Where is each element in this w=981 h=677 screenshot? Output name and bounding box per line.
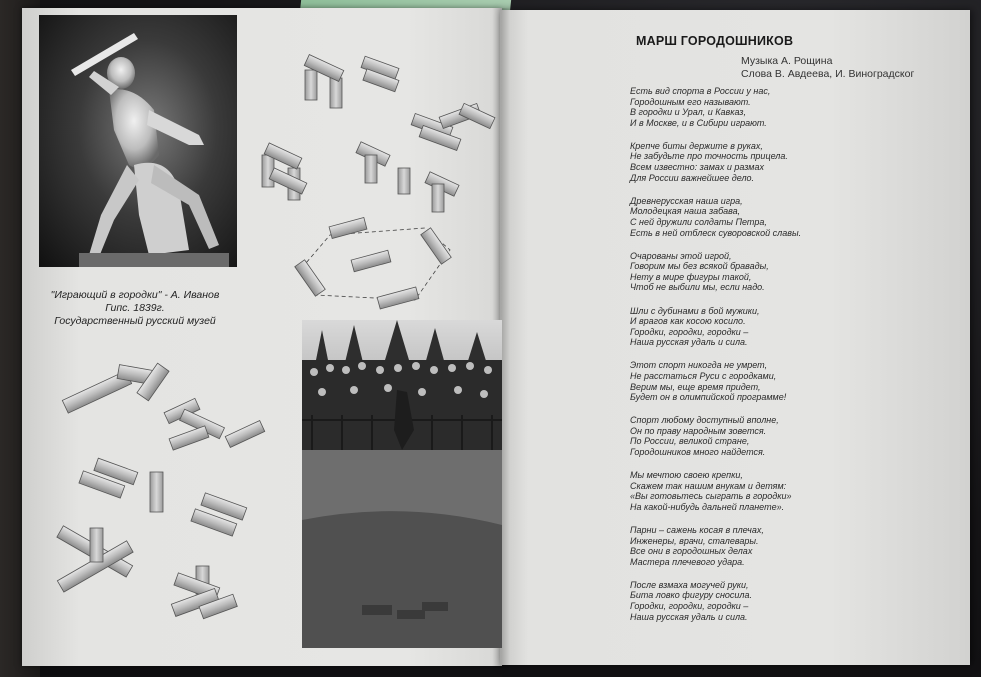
lyric-line: Очарованы этой игрой, — [630, 250, 732, 261]
figure-letter — [171, 566, 237, 619]
lyric-line: В городки и Урал, и Кавказ, — [630, 107, 746, 118]
lyric-line: Не расстаться Руси с городками, — [630, 370, 777, 381]
lyric-line: Парни – сажень косая в плечах, — [630, 525, 764, 535]
lyric-line: Спорт любому доступный вполне, — [630, 415, 779, 426]
song-title: МАРШ ГОРОДОШНИКОВ — [636, 34, 794, 48]
stanza — [630, 141, 860, 183]
stanza — [630, 196, 860, 238]
lyric-line: Мастера плечевого удара. — [630, 556, 745, 567]
lyric-line: Нету в мире фигуры такой, — [630, 271, 752, 282]
lyric-line: Скажем так нашим внукам и детям: — [630, 480, 787, 491]
stanza — [630, 580, 860, 622]
lyric-line: Чтоб не выбили мы, если надо. — [630, 282, 765, 293]
figure-arrow-top — [411, 103, 495, 150]
lyric-line: Древнерусская наша игра, — [630, 195, 743, 206]
lyric-line: Есть в ней отблеск суворовской славы. — [630, 227, 802, 238]
figure-pillar — [398, 168, 410, 194]
figure-gate — [304, 55, 399, 108]
figure-star — [57, 526, 133, 592]
lyric-line: Крепче биты держите в руках, — [630, 140, 763, 151]
song-credits — [741, 55, 914, 80]
lyric-line: После взмаха могучей руки, — [630, 579, 749, 590]
stanza — [630, 415, 860, 457]
lyric-line: Всем известно: замах и размах — [630, 162, 764, 173]
caption-line: Государственный русский музей — [54, 315, 216, 327]
stanza — [630, 470, 860, 512]
music-credit: Музыка А. Рощина — [741, 55, 833, 67]
lyric-line: Говорим мы без всякой бравады, — [630, 261, 769, 272]
crowd-photograph — [302, 320, 502, 648]
stanza — [630, 86, 860, 128]
lyric-line: Мы мечтою своею крепки, — [630, 470, 743, 481]
figure-zigzag — [164, 398, 265, 450]
lyric-line: Будет он в олимпийской программе! — [630, 392, 787, 403]
lyric-line: Шли с дубинами в бой мужики, — [630, 305, 760, 316]
figure-well — [262, 143, 307, 200]
crowd-scene — [302, 320, 502, 648]
lyric-line: По России, великой стране, — [630, 436, 750, 447]
lyric-line: Все они в городошных делах — [630, 546, 753, 557]
stanza — [630, 525, 860, 567]
lyric-line: Верим мы, еще время придет, — [630, 381, 761, 392]
lyrics-credit: Слова В. Авдеева, И. Виноградског — [741, 67, 915, 80]
lyric-line: Бита ловко фигуру сносила. — [630, 590, 753, 601]
lyric-line: И в Москве, и в Сибири играют. — [630, 117, 767, 128]
lyric-line: Для России важнейшее дело. — [630, 172, 755, 183]
stanza — [630, 360, 860, 402]
lyric-line: На какой-нибудь дальней планете». — [630, 501, 785, 512]
lyric-line: «Вы готовьтесь сыграть в городки» — [630, 491, 792, 502]
lyric-line: И врагов как косою косило. — [630, 316, 746, 327]
lyric-line: Наша русская удаль и сила. — [630, 337, 748, 348]
figure-stack — [79, 458, 247, 536]
lyric-line: Наша русская удаль и сила. — [630, 611, 748, 622]
lyric-line: Этот спорт никогда не умрет, — [630, 360, 768, 371]
lyric-line: Городки, городки, городки – — [630, 326, 749, 337]
lyric-line: Городошным его называют. — [630, 96, 751, 107]
figure-tee-1 — [356, 142, 390, 183]
song-lyrics — [630, 86, 860, 635]
lyric-line: Не забудьте про точность прицела. — [630, 151, 788, 162]
lyric-line: Городки, городки, городки – — [630, 601, 749, 612]
figure-tee-2 — [425, 172, 459, 212]
lyric-line: Молодецкая наша забава, — [630, 206, 741, 217]
stanza — [630, 306, 860, 348]
lyric-line: Инженеры, врачи, сталевары. — [630, 535, 759, 546]
lyric-line: С ней дружили солдаты Петра, — [630, 216, 767, 227]
caption-line: Гипс. 1839г. — [105, 302, 165, 314]
lyric-line: Он по праву народным зовется. — [630, 425, 767, 436]
lyric-line: Городошников много найдется. — [630, 447, 766, 458]
figure-cannon — [62, 363, 169, 413]
caption-line: "Играющий в городки" - А. Иванов — [50, 289, 220, 301]
lyric-line: Есть вид спорта в России у нас, — [630, 86, 771, 96]
stanza — [630, 251, 860, 293]
